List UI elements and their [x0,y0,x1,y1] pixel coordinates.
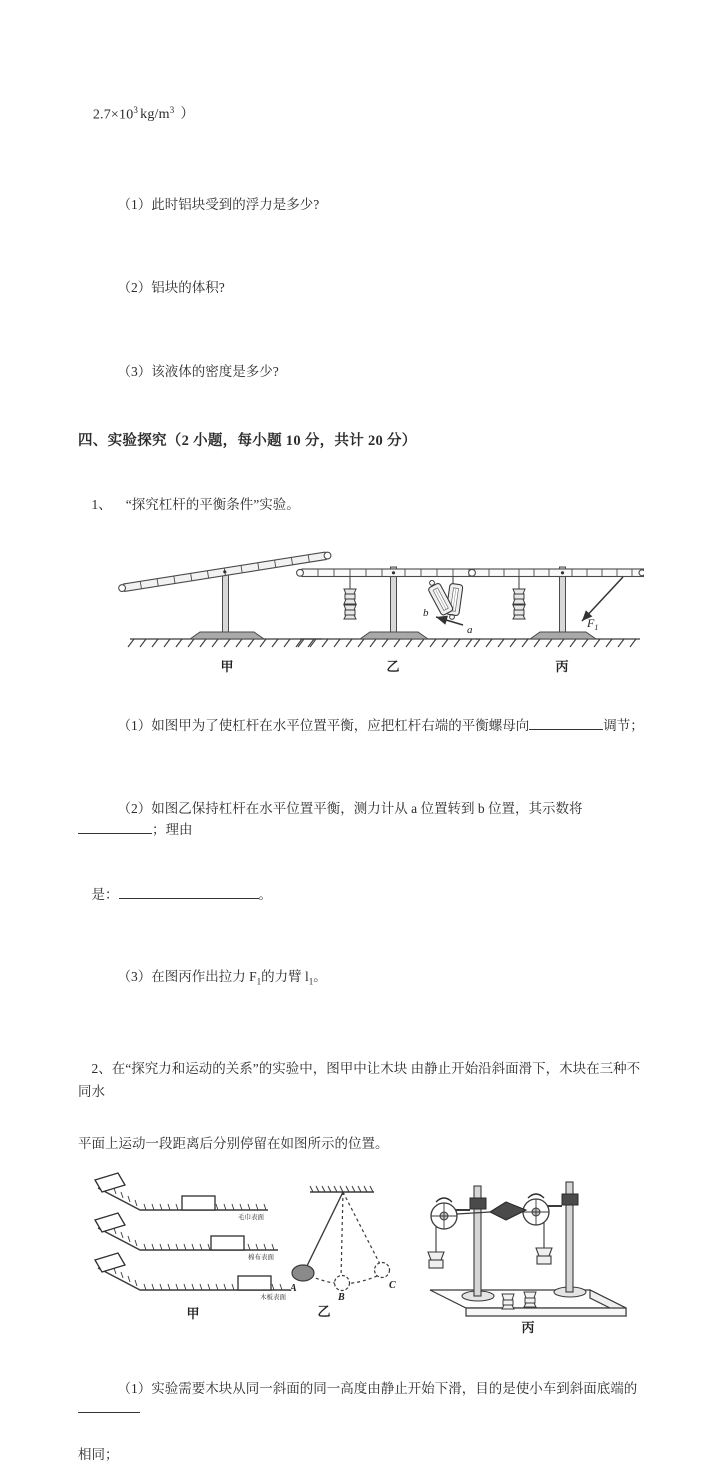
surface-label-board: 木板表面 [260,1293,286,1301]
hanging-weights-yi [344,577,356,620]
pendulum-bob-a [292,1265,314,1281]
lever-figure-bing [469,567,644,674]
weight-hanger-left [428,1252,444,1268]
q1-part-2-reason-label: 是： [91,886,119,902]
q1-part-1-label: （1） [117,718,152,734]
q1-part-2-text: 如图乙保持杠杆在水平位置平衡，测力计从 a 位置转到 b 位置，其示数将 [151,800,583,816]
motion-diagrams-svg [78,1166,644,1338]
lever-diagrams-svg [78,547,644,679]
top-question-2-text: 铝块的体积? [151,280,225,296]
weight-hanger-right [536,1248,552,1264]
formula-line [78,82,644,148]
figure-caption-jia: 甲 [220,659,234,675]
question-1-heading [78,474,644,537]
q1-part-3-label: （3） [117,969,152,985]
q1-part-2-reason-blank[interactable] [119,898,259,899]
q1-part-2-label: （2） [117,800,152,816]
figure-caption-yi: 乙 [386,659,400,675]
hanging-weights-bing [513,577,525,620]
formula-unit-exponent: 3 [169,104,175,115]
question-2-number: 2、 [91,1060,112,1076]
force-label-f1: $F_1$ [587,616,599,633]
q1-part-3-text: 在图丙作出拉力 F [151,969,257,985]
top-question-3-label: （3） [117,364,152,380]
label-a: a [467,624,473,637]
incline-figure-jia [95,1173,290,1321]
q2-part-1-line2: 相同； [78,1447,119,1463]
lever-figure-yi [288,567,485,674]
center-object [490,1202,526,1220]
pendulum-bob-b [335,1275,350,1290]
q1-part-3-sub2: 1 [308,977,314,988]
pendulum-label-a: A [290,1282,297,1294]
q1-part-2-after: ；理由 [152,821,193,837]
page-content [78,82,644,1466]
q1-part-1 [104,695,644,758]
q1-part-2 [78,778,644,862]
formula-unit: kg/m [140,107,170,123]
force-arrow-f1 [582,577,623,621]
top-question-1-text: 此时铝块受到的浮力是多少? [151,196,320,212]
figure-caption-bing: 丙 [555,659,569,675]
pendulum-bob-c [375,1262,390,1277]
motion-figure-group [78,1166,644,1338]
label-b: b [423,607,429,620]
q2-part-1-text: 实验需要木块从同一斜面的同一高度由静止开始下滑，目的是使小车到斜面底端的 [151,1380,638,1396]
top-question-2-label: （2） [117,280,152,296]
formula-prefix: 2.7×10 [92,107,134,123]
q2-part-1-blank[interactable] [78,1412,140,1413]
surface-label-cloth: 棉布表面 [248,1253,274,1261]
top-question-3 [104,341,644,404]
lever-figure-group [78,547,644,679]
top-question-1 [104,174,644,237]
surface-label-towel: 毛巾表面 [238,1213,264,1221]
question-2-line2: 平面上运动一段距离后分别停留在如图所示的位置。 [78,1135,389,1151]
pulley-figure-bing [428,1182,626,1335]
top-question-3-text: 该液体的密度是多少? [151,364,279,380]
pulley-right [523,1194,549,1225]
q1-part-1-blank[interactable] [529,729,603,730]
question-1-title: “探究杠杆的平衡条件”实验。 [125,497,300,513]
q2-part-1-label: （1） [117,1380,152,1396]
top-question-2 [104,257,644,320]
question-1-number: 1、 [91,497,112,513]
question-2-text-1: 在“探究力和运动的关系”的实验中，图甲中让木块 由静止开始沿斜面滑下，木块在三种不同水 [78,1060,641,1099]
q2-part-1 [78,1358,644,1442]
q1-part-3-mid: 的力臂 l [261,969,309,985]
q1-part-2-blank[interactable] [78,833,152,834]
q1-part-1-text: 如图甲为了使杠杆在水平位置平衡，应把杠杆右端的平衡螺母向 [151,718,530,734]
q1-part-2-line2 [78,864,644,927]
q1-part-3-after: 。 [313,969,327,985]
pulley-left [431,1198,457,1229]
pendulum-label-b: B [338,1291,345,1303]
top-question-1-label: （1） [117,196,152,212]
q1-part-3-sub1: 1 [256,977,262,988]
pendulum-label-c: C [389,1279,396,1291]
section-heading: 四、实验探究（2 小题，每小题 10 分，共计 20 分） [78,433,417,450]
pendulum-figure-yi [289,1186,396,1319]
motion-caption-bing: 丙 [521,1319,535,1335]
q1-part-2-reason-end: 。 [258,886,272,902]
q1-part-1-after: 调节； [603,718,644,734]
motion-caption-yi: 乙 [317,1303,331,1319]
formula-exponent: 3 [133,104,139,115]
formula-close-paren: ） [180,107,195,123]
motion-caption-jia: 甲 [186,1305,200,1321]
incline-row-towel [95,1173,268,1221]
question-2-line1 [78,1035,644,1127]
q1-part-3 [104,946,644,1010]
